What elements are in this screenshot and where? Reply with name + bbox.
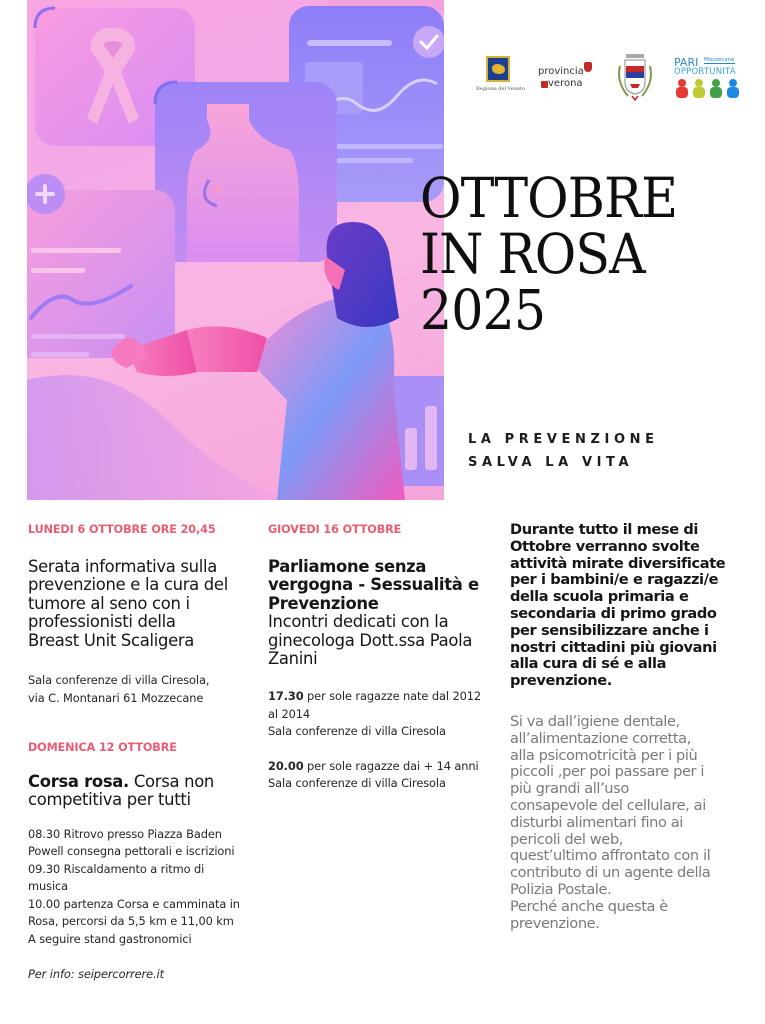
session-line: al 2014 [268,706,311,721]
municipal-crest-icon [614,52,656,102]
event-title-bold: Corsa rosa. [28,772,129,792]
event-title-line: Breast Unit Scaligera [28,630,195,650]
pari-text: PARI [674,56,699,69]
lion-shield-icon [486,56,510,82]
location-line: via C. Montanari 61 Mozzecane [28,690,204,705]
body-line: contributo di un agente della [510,864,711,882]
event-title [28,558,258,650]
lead-line: per sensibilizzare anche i [510,621,709,639]
title-line-1: OTTOBRE [420,166,678,230]
info-link[interactable]: Per info: seipercorrere.it [28,967,164,982]
verona-mark-icon [541,81,548,88]
page-title [420,166,700,342]
event-title-bold-line: vergogna - Sessualità e [268,575,479,595]
breast-exam-card [155,82,337,262]
lead-line: alla cura di sé e alla [510,655,667,673]
body-line: più grandi all’uso [510,780,629,798]
lead-line: per i bambini/e e ragazzi/e [510,571,719,589]
body-line: Perché anche questa è [510,897,668,915]
description-body [510,714,760,932]
checkmark-icon [413,26,444,58]
column-left [28,522,258,984]
body-line: prevenzione. [510,914,600,932]
session-text: per sole ragazze dai + 14 anni [303,758,479,773]
pari-opportunita-logo [674,56,740,100]
verona-text: verona [548,78,583,89]
event-location [28,672,258,707]
event-title-line: competitiva per tutti [28,790,191,810]
event-title [28,773,258,810]
people-icon [674,78,740,98]
provincia-verona-logo [538,60,598,94]
event-title-line: Serata informativa sulla [28,557,217,576]
description-lead [510,522,760,690]
column-right [510,522,760,932]
partner-logos [470,50,750,110]
document-card [27,174,175,358]
body-line: disturbi alimentari fino ai [510,813,683,831]
lead-line: della scuola primaria e [510,588,689,606]
body-line: all’alimentazione corretta, [510,729,691,747]
veneto-caption: Regione del Veneto [476,86,525,92]
schedule-line: 08.30 Ritrovo presso Piazza Baden [28,826,222,841]
session-1 [268,688,500,741]
event-title-rest: Corsa non [128,772,215,792]
regione-veneto-logo [476,56,525,100]
opportunita-text: OPPORTUNITÀ [674,67,736,77]
event-title-line: tumore al seno con i [28,593,190,613]
session-place: Sala conferenze di villa Ciresola [268,776,446,791]
body-line: consapevole del cellulare, ai [510,796,706,814]
tagline-line-2: SALVA LA VITA [468,455,634,470]
lead-line: nostri cittadini più giovani [510,638,717,656]
illustration-svg [27,0,444,500]
location-line: Sala conferenze di villa Ciresola, [28,673,210,688]
mozzecane-text: Mozzecane [704,57,735,63]
comune-mozzecane-crest [614,52,656,102]
lead-line: Durante tutto il mese di [510,521,699,538]
schedule-line: A seguire stand gastronomici [28,931,192,946]
tagline [468,428,659,474]
event-title-line: prevenzione e la cura del [28,575,228,595]
session-line [268,758,500,776]
title-line-2: IN ROSA [420,222,645,286]
body-line: Si va dall’igiene dentale, [510,712,680,730]
title-line-3: 2025 [420,278,546,342]
event-schedule [28,826,258,949]
tagline-line-1: LA PREVENZIONE [468,432,659,447]
session-line [268,688,500,706]
event-title-bold-line: Prevenzione [268,593,379,613]
event-title-line: Incontri dedicati con la [268,612,449,632]
body-line: pericoli del web, [510,830,623,848]
lead-line: attività mirate diversificate [510,554,726,572]
lead-line: prevenzione. [510,672,612,690]
body-line: alla psicomotricità per i più [510,746,698,764]
body-line: piccoli ,per poi passare per i [510,763,705,781]
body-line: Polizia Postale. [510,880,612,898]
body-line: quest’ultimo affrontato con il [510,847,711,865]
verona-crest-icon [584,62,592,72]
event-date: DOMENICA 12 OTTOBRE [28,741,177,755]
background-blob [27,375,287,500]
lead-line: Ottobre verranno svolte [510,537,700,555]
session-text: per sole ragazze nate dal 2012 [303,689,482,704]
schedule-line: Rosa, percorsi da 5,5 km e 11,00 km [28,914,234,929]
lead-line: secondaria di primo grado [510,604,717,622]
event-title-line: ginecologa Dott.ssa Paola [268,630,473,650]
schedule-line: 09.30 Riscaldamento a ritmo di [28,861,205,876]
column-middle [268,522,500,793]
event-date: GIOVEDI 16 OTTOBRE [268,523,402,536]
event-title-line [28,773,258,791]
event-title-line: Zanini [268,649,318,669]
event-title-bold-line: Parliamone senza [268,557,427,576]
session-place: Sala conferenze di villa Ciresola [268,724,446,739]
hero-illustration [27,0,444,500]
schedule-line: musica [28,879,69,894]
schedule-line: 10.00 partenza Corsa e camminata in [28,896,240,911]
event-date: LUNEDI 6 OTTOBRE ORE 20,45 [28,523,216,536]
schedule-line: Powell consegna pettorali e iscrizioni [28,844,235,859]
provincia-text: provincia [538,66,584,77]
session-2 [268,758,500,793]
event-title [268,558,500,668]
event-title-line: professionisti della [28,612,176,632]
session-time: 17.30 [268,689,304,704]
session-time: 20.00 [268,758,304,773]
